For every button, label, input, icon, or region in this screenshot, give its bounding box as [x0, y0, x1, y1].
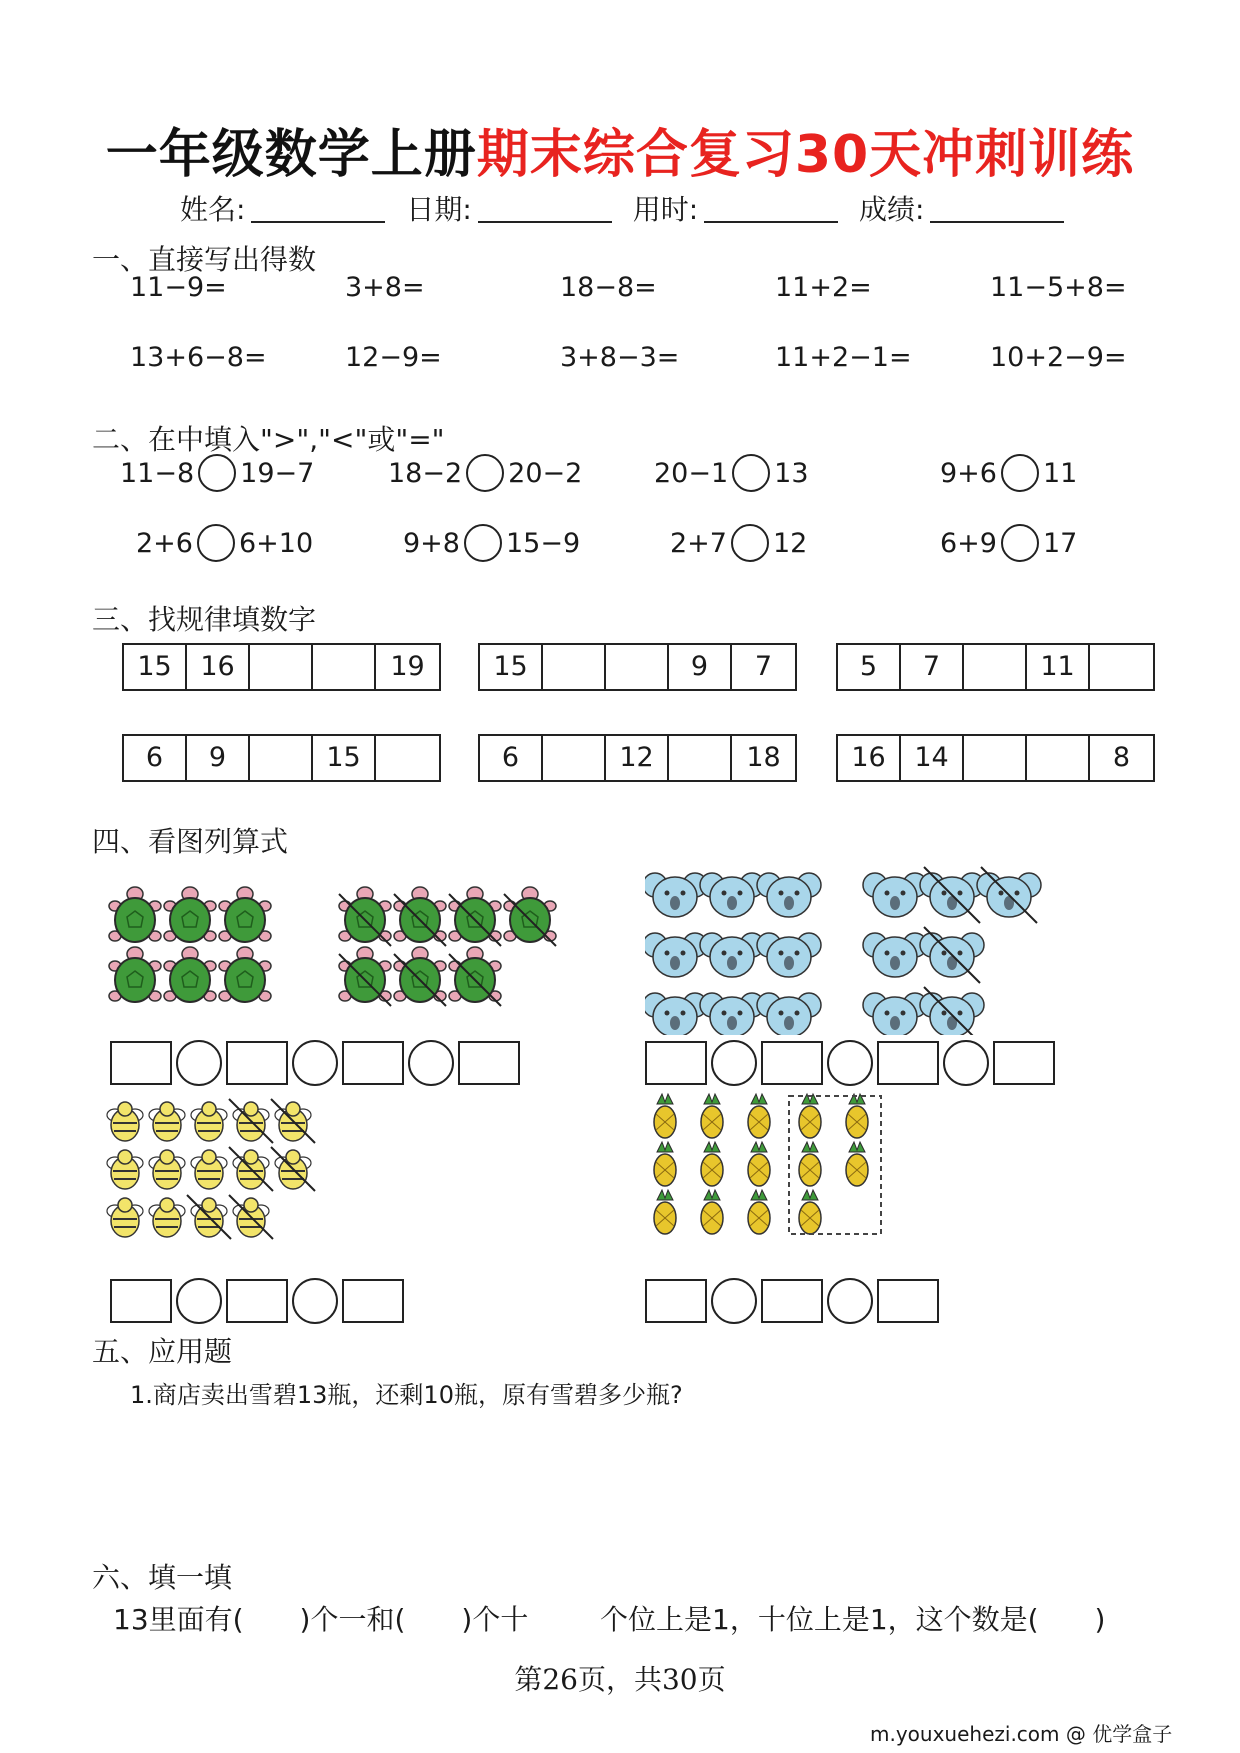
section-1-heading: 一、直接写出得数 — [92, 243, 317, 276]
compare-right: 13 — [774, 457, 809, 489]
answer-operator-circle[interactable] — [827, 1278, 873, 1324]
sequence-cell: 9 — [669, 645, 732, 689]
answer-box[interactable] — [110, 1041, 172, 1085]
watermark: m.youxuehezi.com @ 优学盒子 — [870, 1722, 1173, 1746]
sequence-cell: 7 — [901, 645, 964, 689]
answer-box[interactable] — [110, 1279, 172, 1323]
sequence-row — [836, 643, 1155, 691]
score-field[interactable]: 成绩: — [859, 188, 1064, 228]
answer-box[interactable] — [342, 1041, 404, 1085]
compare-circle-blank[interactable] — [731, 524, 769, 562]
compare-left: 11−8 — [120, 457, 195, 489]
compare-item — [136, 524, 313, 562]
sequence-cell: 11 — [1027, 645, 1090, 689]
sequence-cell: 5 — [838, 645, 901, 689]
sequence-blank-cell[interactable] — [606, 645, 669, 689]
page-title — [0, 112, 1240, 187]
koala-icon — [863, 993, 927, 1035]
answer-box[interactable] — [226, 1041, 288, 1085]
turtle-picture — [105, 880, 575, 1020]
koala-icon — [757, 993, 821, 1035]
sequence-cell: 15 — [124, 645, 187, 689]
turtle-icon — [339, 887, 391, 942]
sequence-blank-cell[interactable] — [1027, 736, 1090, 780]
fill-blank-b: 个位上是1，十位上是1，这个数是( ) — [600, 1603, 1106, 1636]
bee-icon — [107, 1150, 143, 1189]
compare-circle-blank[interactable] — [1001, 524, 1039, 562]
sequence-row — [122, 643, 441, 691]
pineapple-icon — [654, 1094, 676, 1138]
answer-box[interactable] — [645, 1041, 707, 1085]
compare-item — [403, 524, 580, 562]
koala-icon — [700, 873, 764, 917]
turtle-icon — [164, 887, 216, 942]
pineapple-icon — [654, 1190, 676, 1234]
turtle-icon — [219, 947, 271, 1002]
answer-box[interactable] — [645, 1279, 707, 1323]
bee-icon — [107, 1198, 143, 1237]
title-part1: 一年级数学上册 — [105, 125, 477, 185]
sequence-cell: 9 — [187, 736, 250, 780]
compare-right: 19−7 — [240, 457, 315, 489]
answer-box[interactable] — [226, 1279, 288, 1323]
compare-circle-blank[interactable] — [732, 454, 770, 492]
compare-right: 11 — [1042, 457, 1078, 489]
pineapple-icon — [846, 1142, 868, 1186]
turtle-icon — [449, 887, 501, 942]
pineapple-icon — [701, 1142, 723, 1186]
arith-item: 11−9= — [130, 272, 227, 303]
bee-icon — [149, 1150, 185, 1189]
sequence-blank-cell[interactable] — [376, 736, 439, 780]
sequence-cell: 14 — [901, 736, 964, 780]
pineapple-icon — [748, 1142, 770, 1186]
pineapple-icon — [799, 1190, 821, 1234]
sequence-blank-cell[interactable] — [964, 736, 1027, 780]
sequence-cell: 16 — [838, 736, 901, 780]
answer-operator-circle[interactable] — [711, 1040, 757, 1086]
arith-item: 11−5+8= — [990, 272, 1127, 303]
arith-item: 11+2−1= — [775, 342, 912, 373]
sequence-blank-cell[interactable] — [250, 645, 313, 689]
answer-row-bees — [110, 1278, 404, 1324]
time-field[interactable]: 用时: — [633, 188, 838, 228]
pineapple-icon — [654, 1142, 676, 1186]
answer-operator-circle[interactable] — [827, 1040, 873, 1086]
section-5-heading: 五、应用题 — [92, 1335, 233, 1368]
sequence-cell: 15 — [480, 645, 543, 689]
compare-left: 6+9 — [940, 527, 997, 559]
compare-left: 2+6 — [136, 527, 193, 559]
pineapple-icon — [748, 1190, 770, 1234]
answer-operator-circle[interactable] — [292, 1278, 338, 1324]
sequence-blank-cell[interactable] — [964, 645, 1027, 689]
title-part2: 期末综合复习30天冲刺训练 — [476, 125, 1135, 185]
koala-icon — [863, 873, 927, 917]
turtle-icon — [449, 947, 501, 1002]
section-3-heading: 三、找规律填数字 — [92, 603, 317, 636]
pineapple-icon — [799, 1094, 821, 1138]
answer-box[interactable] — [761, 1041, 823, 1085]
fill-blank-a: 13里面有( )个一和( )个十 — [113, 1603, 529, 1636]
arith-item: 10+2−9= — [990, 342, 1127, 373]
compare-circle-blank[interactable] — [198, 454, 236, 492]
bee-picture — [105, 1095, 365, 1245]
info-line — [180, 188, 1076, 228]
compare-right: 20−2 — [508, 457, 583, 489]
turtle-icon — [504, 887, 556, 942]
bee-icon — [107, 1102, 143, 1141]
koala-icon — [757, 933, 821, 977]
section-2-heading: 二、在中填入">","<"或"=" — [92, 423, 445, 456]
bee-icon — [149, 1198, 185, 1237]
turtle-icon — [164, 947, 216, 1002]
pineapple-icon — [846, 1094, 868, 1138]
bee-icon — [149, 1102, 185, 1141]
compare-circle-blank[interactable] — [1001, 454, 1039, 492]
pineapple-icon — [701, 1094, 723, 1138]
arith-item: 13+6−8= — [130, 342, 267, 373]
arith-item: 11+2= — [775, 272, 872, 303]
sequence-cell: 6 — [480, 736, 543, 780]
koala-icon — [645, 993, 707, 1035]
compare-item — [654, 454, 809, 492]
koala-icon — [700, 933, 764, 977]
sequence-cell: 6 — [124, 736, 187, 780]
sequence-row — [122, 734, 441, 782]
bee-icon — [191, 1150, 227, 1189]
arith-item: 3+8−3= — [560, 342, 680, 373]
pineapple-picture — [645, 1090, 895, 1240]
section-6-heading: 六、填一填 — [92, 1561, 233, 1594]
section-4-heading: 四、看图列算式 — [92, 825, 289, 858]
answer-operator-circle[interactable] — [176, 1040, 222, 1086]
koala-icon — [700, 993, 764, 1035]
pineapple-icon — [799, 1142, 821, 1186]
answer-box[interactable] — [993, 1041, 1055, 1085]
answer-operator-circle[interactable] — [292, 1040, 338, 1086]
word-problem-1: 1.商店卖出雪碧13瓶，还剩10瓶，原有雪碧多少瓶? — [130, 1381, 683, 1409]
compare-right: 15−9 — [505, 527, 581, 559]
sequence-blank-cell[interactable] — [543, 736, 606, 780]
pineapple-icon — [748, 1094, 770, 1138]
answer-row-koalas — [645, 1040, 1055, 1086]
compare-circle-blank[interactable] — [464, 524, 502, 562]
arith-item: 12−9= — [345, 342, 442, 373]
date-field[interactable]: 日期: — [406, 188, 611, 228]
sequence-cell: 19 — [390, 651, 425, 682]
sequence-blank-cell[interactable] — [669, 736, 732, 780]
sequence-row — [478, 643, 797, 691]
compare-right: 17 — [1042, 527, 1078, 559]
compare-item — [388, 454, 582, 492]
answer-row-turtles — [110, 1040, 520, 1086]
bee-icon — [191, 1102, 227, 1141]
name-field[interactable]: 姓名: — [180, 188, 385, 228]
compare-left: 9+6 — [940, 457, 997, 489]
compare-item — [940, 524, 1077, 562]
compare-left: 18−2 — [388, 457, 463, 489]
page-footer: 第26页，共30页 — [514, 1663, 726, 1696]
answer-box[interactable] — [877, 1279, 939, 1323]
koala-icon — [863, 933, 927, 977]
compare-item — [120, 454, 314, 492]
compare-circle-blank[interactable] — [197, 524, 235, 562]
answer-operator-circle[interactable] — [176, 1278, 222, 1324]
sequence-cell: 16 — [187, 645, 250, 689]
koala-picture — [645, 865, 1065, 1035]
compare-item — [940, 454, 1077, 492]
turtle-icon — [109, 887, 161, 942]
sequence-blank-cell[interactable] — [1090, 645, 1153, 689]
answer-operator-circle[interactable] — [943, 1040, 989, 1086]
compare-right: 6+10 — [238, 527, 314, 559]
answer-row-pineapples — [645, 1278, 939, 1324]
answer-box[interactable] — [877, 1041, 939, 1085]
compare-item — [670, 524, 807, 562]
sequence-blank-cell[interactable] — [313, 645, 376, 689]
answer-box[interactable] — [458, 1041, 520, 1085]
sequence-blank-cell[interactable] — [543, 645, 606, 689]
turtle-icon — [219, 887, 271, 942]
sequence-cell: 18 — [746, 742, 781, 773]
compare-right: 12 — [772, 527, 808, 559]
sequence-cell: 12 — [606, 736, 669, 780]
compare-left: 9+8 — [403, 527, 460, 559]
sequence-row — [478, 734, 797, 782]
koala-icon — [645, 933, 707, 977]
turtle-icon — [394, 947, 446, 1002]
koala-icon — [645, 873, 707, 917]
sequence-row — [836, 734, 1155, 782]
compare-left: 20−1 — [654, 457, 729, 489]
turtle-icon — [339, 947, 391, 1002]
arith-item: 3+8= — [345, 272, 425, 303]
sequence-blank-cell[interactable] — [250, 736, 313, 780]
koala-icon — [757, 873, 821, 917]
sequence-cell: 8 — [1112, 742, 1131, 773]
answer-box[interactable] — [761, 1279, 823, 1323]
arith-item: 18−8= — [560, 272, 657, 303]
compare-left: 2+7 — [670, 527, 727, 559]
compare-circle-blank[interactable] — [466, 454, 504, 492]
answer-operator-circle[interactable] — [408, 1040, 454, 1086]
sequence-cell: 7 — [754, 651, 773, 682]
sequence-cell: 15 — [313, 736, 376, 780]
pineapple-icon — [701, 1190, 723, 1234]
answer-box[interactable] — [342, 1279, 404, 1323]
turtle-icon — [394, 887, 446, 942]
turtle-icon — [109, 947, 161, 1002]
answer-operator-circle[interactable] — [711, 1278, 757, 1324]
